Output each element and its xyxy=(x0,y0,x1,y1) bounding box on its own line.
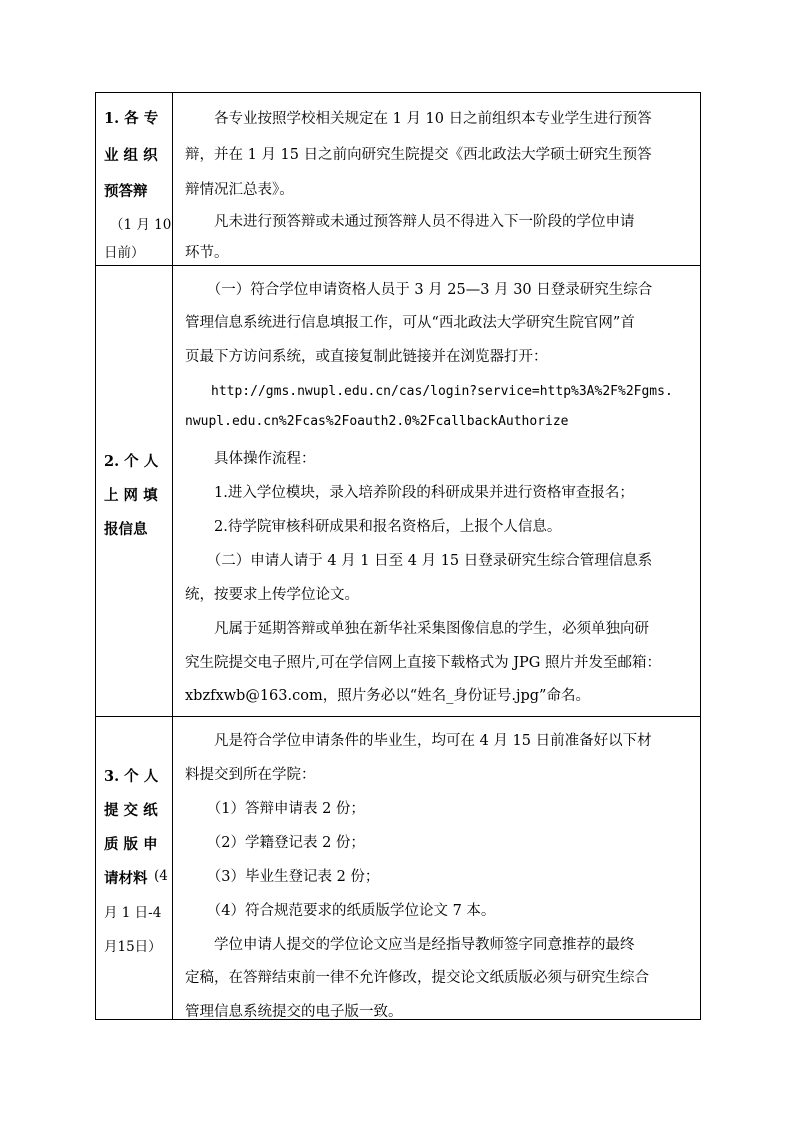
content-line: 各专业按照学校相关规定在 1 月 10 日之前组织本专业学生进行预答 xyxy=(185,111,652,127)
row-label-note: 日前） xyxy=(104,245,145,261)
row-label-line: 质 版 申 xyxy=(104,836,158,853)
content-line-url: nwupl.edu.cn%2Fcas%2Foauth2.0%2FcallbackAuthorize xyxy=(185,414,569,429)
content-line: （4）符合规范要求的纸质版学位论文 7 本。 xyxy=(185,903,496,919)
content-line: 学位申请人提交的学位论文应当是经指导教师签字同意推荐的最终 xyxy=(185,937,635,953)
row-label-cell xyxy=(96,93,173,266)
row-label-line: 业 组 织 xyxy=(104,147,158,164)
content-line: （2）学籍登记表 2 份； xyxy=(185,835,365,851)
content-line: 1.进入学位模块，录入培养阶段的科研成果并进行资格审查报名； xyxy=(185,485,634,501)
row-label-note: 月15日） xyxy=(104,939,162,955)
content-line: （二）申请人请于 4 月 1 日至 4 月 15 日登录研究生综合管理信息系 xyxy=(185,553,653,569)
row-label-cell xyxy=(96,717,173,1020)
content-line: 辩情况汇总表》。 xyxy=(185,182,294,198)
row-label-line: 1. 各 专 xyxy=(104,110,159,127)
content-line: （一）符合学位申请资格人员于 3 月 25—3 月 30 日登录研究生综合 xyxy=(185,282,653,298)
content-line: 管理信息系统提交的电子版一致。 xyxy=(185,1004,403,1020)
content-line: 凡是符合学位申请条件的毕业生，均可在 4 月 15 日前准备好以下材 xyxy=(185,733,652,749)
row-label-line: 报信息 xyxy=(104,521,148,538)
content-line: （3）毕业生登记表 2 份； xyxy=(185,869,380,885)
content-line: 定稿，在答辩结束前一律不允许修改，提交论文纸质版必须与研究生综合 xyxy=(185,970,649,986)
content-line: xbzfxwb@163.com，照片务必以“姓名_身份证号.jpg”命名。 xyxy=(185,688,590,704)
row-label-cell xyxy=(96,266,173,717)
row-label-note: 月 1 日-4 xyxy=(104,905,162,921)
content-line: 料提交到所在学院： xyxy=(185,767,316,783)
content-line: 2.待学院审核科研成果和报名资格后，上报个人信息。 xyxy=(185,519,562,535)
row-content-cell xyxy=(173,93,701,266)
content-line: 页最下方访问系统，或直接复制此链接并在浏览器打开： xyxy=(185,349,548,365)
document-table xyxy=(95,92,701,1020)
row-label-note: （1 月 10 xyxy=(110,217,172,233)
row-label-note: (4 xyxy=(154,868,168,884)
content-line: 究生院提交电子照片,可在学信网上直接下载格式为 JPG 照片并发至邮箱： xyxy=(185,655,661,671)
row-label-line: 3. 个 人 xyxy=(104,768,159,785)
content-line-url: http://gms.nwupl.edu.cn/cas/login?service=http%3A%2F%2Fgms. xyxy=(185,384,673,399)
content-line: 凡未进行预答辩或未通过预答辩人员不得进入下一阶段的学位申请 xyxy=(185,214,635,230)
content-line: （1）答辩申请表 2 份； xyxy=(185,801,365,817)
row-label-line: 上 网 填 xyxy=(104,487,158,504)
content-line: 凡属于延期答辩或单独在新华社采集图像信息的学生，必须单独向研 xyxy=(185,621,649,637)
row-label-line: 提 交 纸 xyxy=(104,802,158,819)
row-label-line: 2. 个 人 xyxy=(104,453,159,470)
content-line: 统，按要求上传学位论文。 xyxy=(185,587,359,603)
content-line: 辩，并在 1 月 15 日之前向研究生院提交《西北政法大学硕士研究生预答 xyxy=(185,147,652,163)
row-content-cell xyxy=(173,266,701,717)
content-line: 管理信息系统进行信息填报工作，可从“西北政法大学研究生院官网”首 xyxy=(185,315,635,331)
row-label-line: 请材料 xyxy=(104,870,148,887)
table-row xyxy=(96,93,701,266)
row-label-line: 预答辩 xyxy=(104,183,148,200)
content-line: 具体操作流程： xyxy=(185,451,316,467)
table-row xyxy=(96,266,701,717)
table-row xyxy=(96,717,701,1020)
row-content-cell xyxy=(173,717,701,1020)
content-line: 环节。 xyxy=(185,245,229,261)
